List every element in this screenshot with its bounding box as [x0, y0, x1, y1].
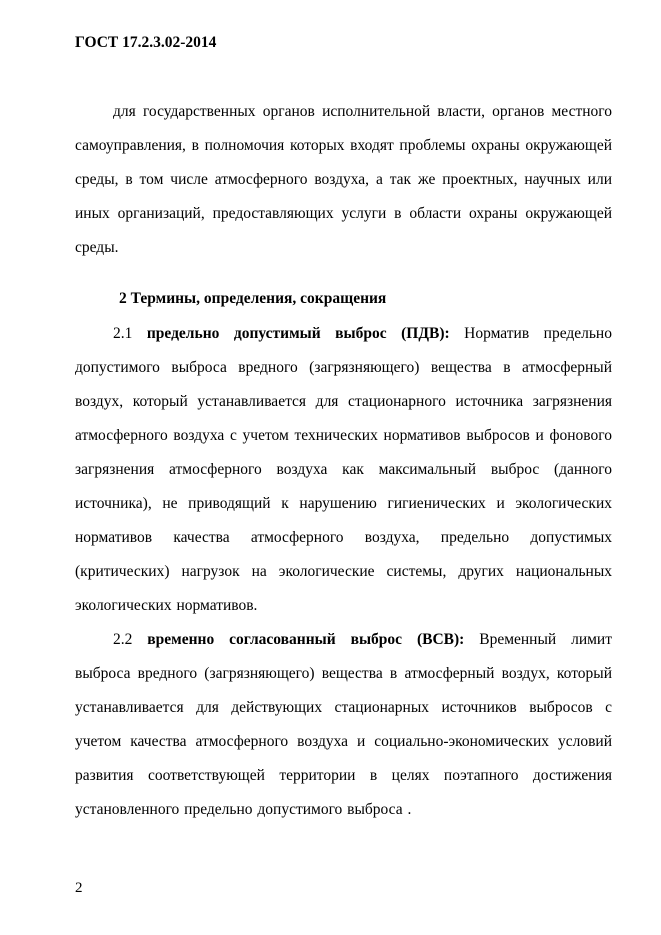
term-paragraph-vsv [75, 623, 612, 827]
term-definition: Норматив предельно допустимого выброса вредного (загрязняющего) вещества в атмосферный воздух, который устанавливается для стационарного источника загрязнения атмосферного воздуха с учетом технических нормативов выбросов и фонового загрязнения атмосферного воздуха как максимальный выброс (данного источника), не приводящий к нарушению гигиенических и экологических нормативов качества атмосферного воздуха, предельно допустимых (критических) нагрузок на экологические системы, других национальных экологических нормативов. [75, 325, 612, 614]
section-heading: 2 Термины, определения, сокращения [119, 290, 387, 307]
term-paragraph-pdv [75, 317, 612, 623]
term-number: 2.2 [113, 631, 148, 648]
term-name: предельно допустимый выброс (ПДВ): [146, 325, 450, 342]
intro-paragraph: для государственных органов исполнительной власти, органов местного самоуправления, в полномочия которых входят проблемы охраны окружающей среды, в том числе атмосферного воздуха, а так же проектных, научных или иных организаций, предоставляющих услуги в области охраны окружающей среды. [75, 103, 612, 256]
term-number: 2.1 [113, 325, 147, 342]
term-name: временно согласованный выброс (ВСВ): [147, 631, 465, 648]
document-header: ГОСТ 17.2.3.02-2014 [75, 34, 217, 51]
term-definition: Временный лимит выброса вредного (загрязняющего) вещества в атмосферный воздух, который устанавливается для действующих стационарных источников выбросов с учетом качества атмосферного воздуха и социально-экономических условий развития соответствующей территории в целях поэтапного достижения установленного предельно допустимого выброса . [75, 631, 612, 818]
page-number: 2 [75, 880, 83, 896]
